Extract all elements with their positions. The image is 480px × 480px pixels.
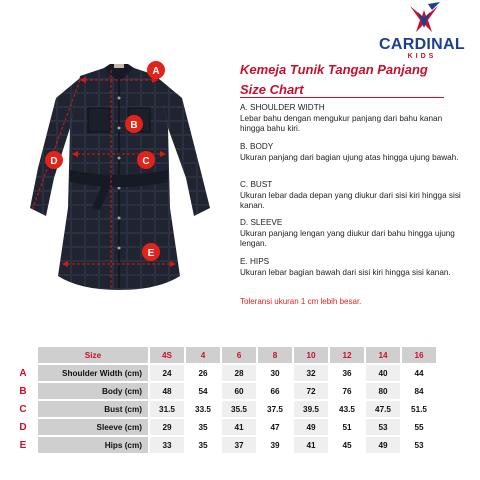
brand-name: CARDINAL [379,36,465,53]
table-cell: 41 [222,419,256,435]
row-label: Sleeve (cm) [38,419,148,435]
table-cell: 44 [402,365,436,381]
table-row [10,419,436,435]
size-header: Size [38,347,148,363]
svg-text:B: B [130,120,138,131]
measurement-desc: Ukuran panjang dari bagian ujung atas hingga ujung bawah. [240,152,459,162]
table-cell: 33.5 [186,401,220,417]
table-row [10,383,436,399]
measurement-heading: E. HIPS [240,257,270,266]
measurement-heading: C. BUST [240,180,273,189]
table-cell: 51 [330,419,364,435]
table-cell: 53 [402,437,436,453]
measurement-shoulder-width [240,103,465,135]
table-cell: 29 [150,419,184,435]
row-marker: E [10,437,36,453]
table-header-row [10,347,436,363]
svg-text:A: A [152,66,160,77]
table-cell: 32 [294,365,328,381]
size-col-header: 6 [222,347,256,363]
measurement-bust [240,180,465,212]
table-row [10,401,436,417]
measurement-heading: A. SHOULDER WIDTH [240,103,325,112]
table-cell: 72 [294,383,328,399]
table-cell: 80 [366,383,400,399]
table-cell: 43.5 [330,401,364,417]
measurement-heading: B. BODY [240,142,274,151]
title-divider [240,97,444,98]
table-cell: 55 [402,419,436,435]
measurement-sleeve [240,218,465,250]
table-cell: 39.5 [294,401,328,417]
table-cell: 37.5 [258,401,292,417]
table-cell: 45 [330,437,364,453]
tolerance-note: Toleransi ukuran 1 cm lebih besar. [240,297,362,306]
table-cell: 49 [294,419,328,435]
table-cell: 47 [258,419,292,435]
size-col-header: 12 [330,347,364,363]
table-corner [10,347,36,363]
marker-e [142,243,160,261]
table-cell: 53 [366,419,400,435]
table-cell: 37 [222,437,256,453]
table-row [10,437,436,453]
row-label: Bust (cm) [38,401,148,417]
table-cell: 39 [258,437,292,453]
brand-sub: KIDS [407,53,437,60]
table-cell: 30 [258,365,292,381]
row-label: Hips (cm) [38,437,148,453]
measurement-desc: Ukuran lebar bagian bawah dari sisi kiri hingga sisi kanan. [240,267,451,277]
table-cell: 35 [186,437,220,453]
row-marker: C [10,401,36,417]
measurement-heading: D. SLEEVE [240,218,283,227]
size-col-header: 16 [402,347,436,363]
table-cell: 35.5 [222,401,256,417]
svg-text:E: E [147,248,155,259]
svg-text:D: D [50,156,58,167]
section-title: Size Chart [240,82,304,97]
size-col-header: 10 [294,347,328,363]
row-label: Shoulder Width (cm) [38,365,148,381]
table-cell: 36 [330,365,364,381]
table-cell: 26 [186,365,220,381]
size-table [8,345,438,455]
measurement-hips [240,257,465,278]
table-cell: 48 [150,383,184,399]
table-cell: 60 [222,383,256,399]
measurement-desc: Lebar bahu dengan mengukur panjang dari bahu kanan hingga bahu kiri. [240,113,443,133]
measurement-desc: Ukuran lebar dada depan yang diukur dari sisi kiri hingga sisi kanan. [240,190,461,210]
garment-illustration [8,58,230,316]
size-col-header: 4S [150,347,184,363]
row-marker: B [10,383,36,399]
measurement-body [240,142,465,163]
table-body [10,365,436,453]
row-label: Body (cm) [38,383,148,399]
svg-text:C: C [142,156,150,167]
table-row [10,365,436,381]
size-col-header: 14 [366,347,400,363]
marker-c [137,151,155,169]
table-cell: 51.5 [402,401,436,417]
table-cell: 28 [222,365,256,381]
cardinal-wing-icon [406,2,442,36]
measurement-desc: Ukuran panjang lengan yang diukur dari bahu hingga ujung lengan. [240,228,455,248]
table-cell: 84 [402,383,436,399]
marker-b [125,115,143,133]
product-title: Kemeja Tunik Tangan Panjang [240,62,428,77]
table-cell: 33 [150,437,184,453]
table-cell: 66 [258,383,292,399]
size-col-header: 8 [258,347,292,363]
size-col-header: 4 [186,347,220,363]
table-cell: 24 [150,365,184,381]
table-cell: 41 [294,437,328,453]
table-cell: 35 [186,419,220,435]
table-cell: 40 [366,365,400,381]
table-cell: 76 [330,383,364,399]
marker-a [147,61,165,79]
table-cell: 49 [366,437,400,453]
marker-d [45,151,63,169]
table-cell: 54 [186,383,220,399]
table-cell: 31.5 [150,401,184,417]
brand-logo [372,2,472,62]
row-marker: D [10,419,36,435]
table-cell: 47.5 [366,401,400,417]
row-marker: A [10,365,36,381]
